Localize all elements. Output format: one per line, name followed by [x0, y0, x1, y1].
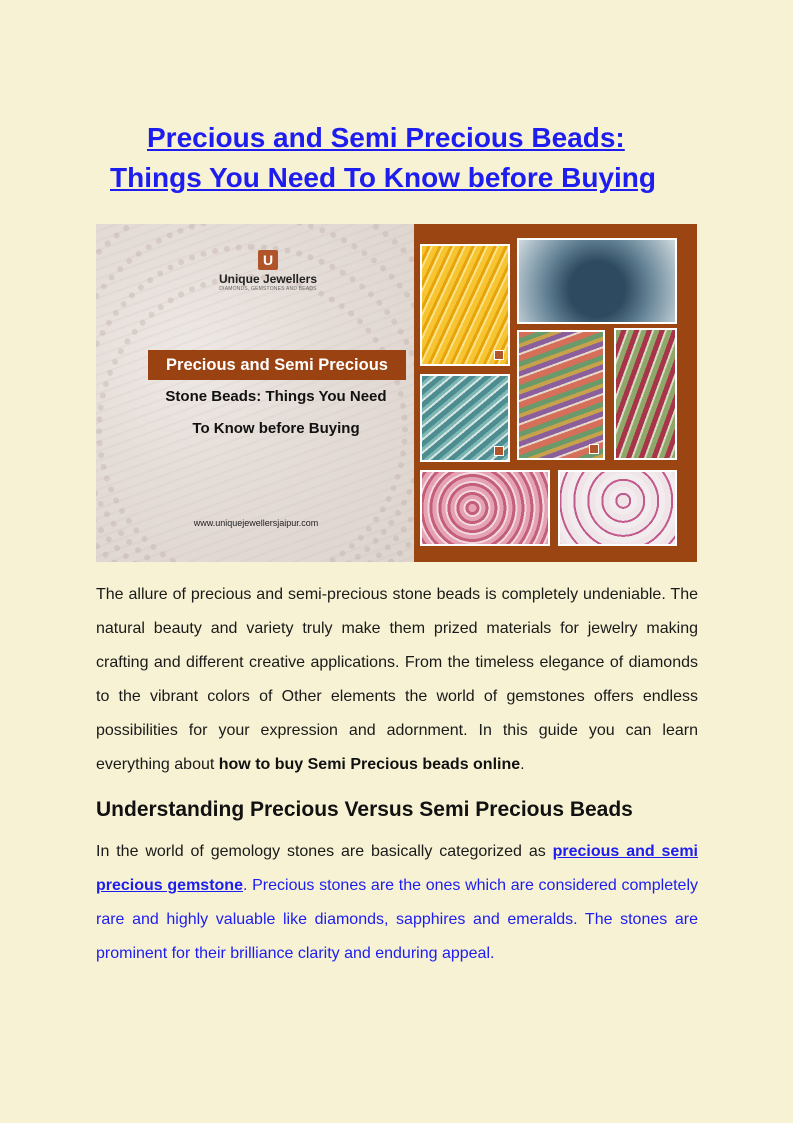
intro-paragraph [96, 578, 698, 782]
hero-heading: Precious and Semi Precious [166, 356, 388, 374]
page-title[interactable]: Precious and Semi Precious Beads: Things You Need To Know before Buying [110, 122, 656, 193]
section-heading: Understanding Precious Versus Semi Precious Beads [96, 798, 633, 821]
hero-subheading-line1: Stone Beads: Things You Need [165, 388, 387, 405]
intro-text: The allure of precious and semi-precious stone beads is completely undeniable. The natural beauty and variety truly make them prized materials for jewelry making crafting and different creative applications. From the timeless elegance of diamonds to the vibrant colors of Other elements the world of gemstones offers endless possibilities for your expression and adornment. In this guide you can learn everything about [96, 586, 698, 773]
london-blue-beads-photo [517, 238, 677, 324]
intro-bold-text: how to buy Semi Precious beads online [218, 756, 521, 773]
aquamarine-beads-photo [420, 374, 510, 462]
hero-url: www.uniquejewellersjaipur.com [193, 518, 319, 528]
brand-name: Unique Jewellers [218, 272, 318, 286]
hero-heading-box [148, 350, 406, 380]
tourmaline-beads-photo [614, 328, 677, 460]
section-paragraph [96, 835, 698, 971]
hero-banner [96, 224, 414, 562]
product-collage [414, 224, 697, 562]
pink-sapphire-beads-photo [558, 470, 677, 546]
title-wrap [110, 118, 670, 224]
multicolor-beads-photo [517, 330, 605, 460]
brand-logo-icon: U [258, 250, 278, 270]
brand-logo-icon [494, 350, 504, 360]
brand-logo-icon [589, 444, 599, 454]
section-text-end: . Precious stones are the ones which are considered completely rare and highly valuable like diamonds, sapphires and emeralds. The stones are prominent for their brilliance clarity and enduring appeal. [96, 877, 699, 962]
pink-tourmaline-beads-photo [420, 470, 550, 546]
brand-logo-icon [494, 446, 504, 456]
hero-subheading-line2: To Know before Buying [192, 420, 360, 437]
precious-gemstone-link[interactable]: precious and semi precious gemstone [96, 843, 698, 894]
brand-tagline: DIAMONDS, GEMSTONES AND BEADS [219, 286, 317, 292]
hero-image [96, 224, 697, 562]
yellow-beads-photo [420, 244, 510, 366]
intro-end: . [520, 756, 525, 773]
section-text-start: In the world of gemology stones are basically categorized as [96, 843, 553, 860]
